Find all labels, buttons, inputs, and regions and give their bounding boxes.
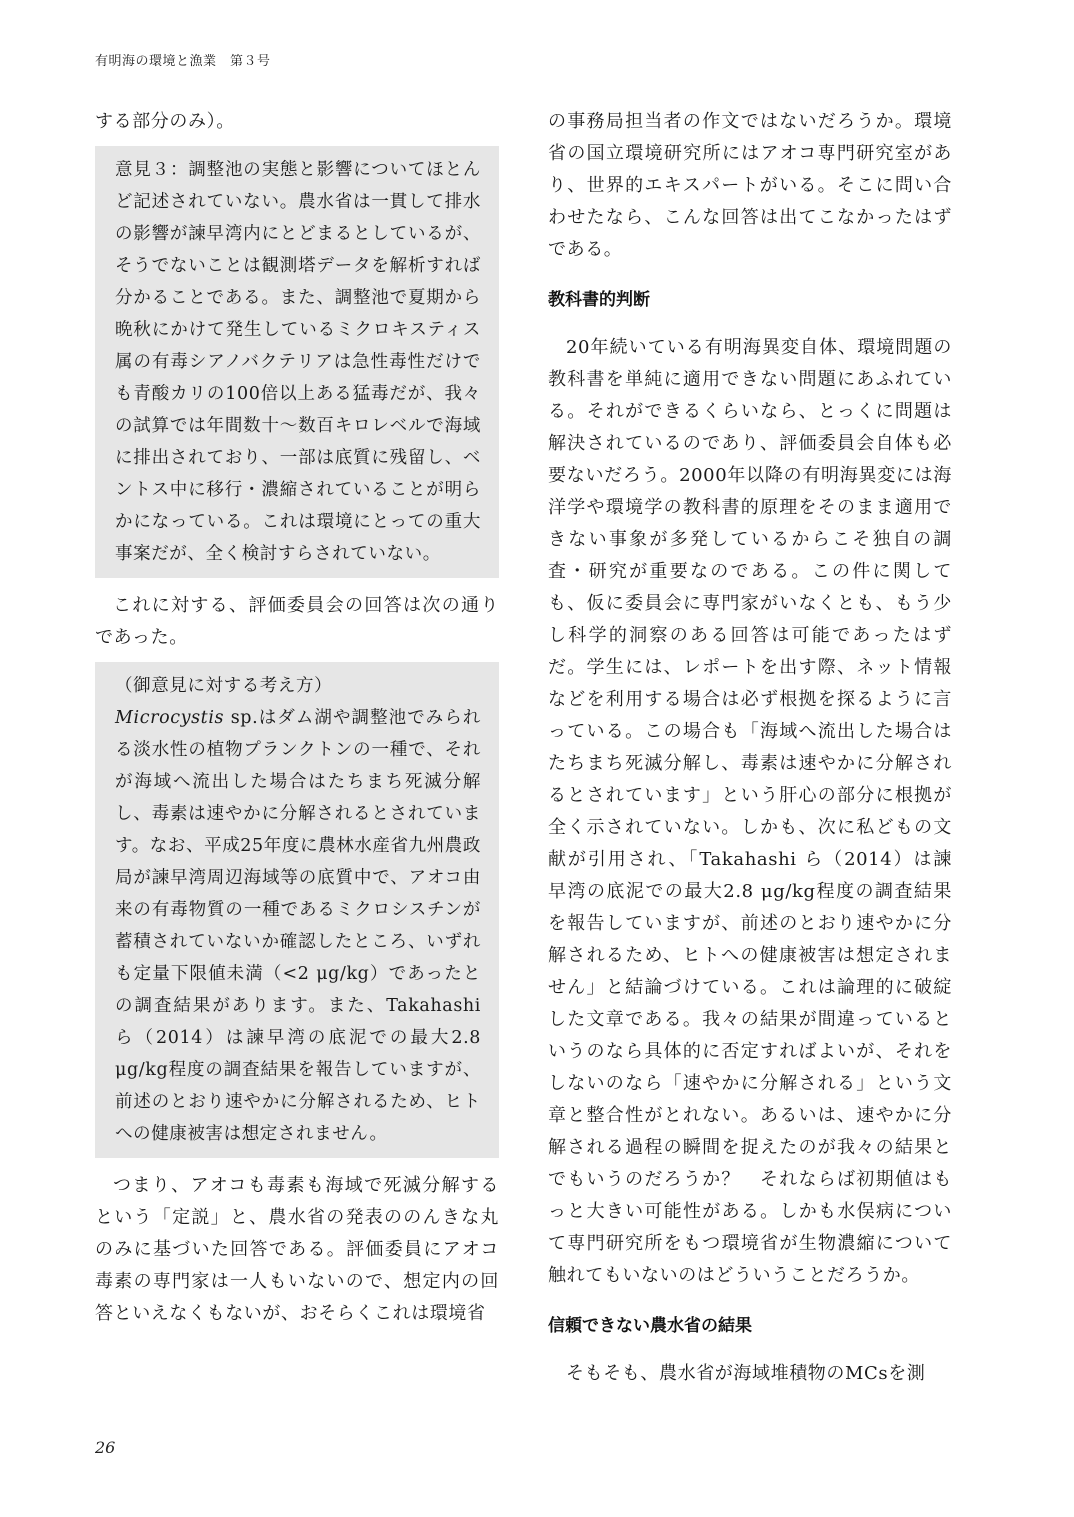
left-column: [95, 106, 499, 1330]
paragraph-continuation-right: の事務局担当者の作文ではないだろうか。環境省の国立環境研究所にはアオコ専門研究室があり、世界的エキスパートがいる。そこに問い合わせたなら、こんな回答は出てこなかったはずである。: [548, 111, 952, 260]
section-heading-unreliable-results: 信頼できない農水省の結果: [548, 1316, 752, 1336]
quoted-response-box: [95, 662, 499, 1158]
page-number: 26: [95, 1438, 116, 1457]
response-body-text: sp.はダム湖や調整池でみられる淡水性の植物プランクトンの一種で、それが海域へ流出した場合はたちまち死滅分解し、毒素は速やかに分解されるとされています。なお、平成25年度に農林水産省九州農政局が諫早湾周辺海域等の底質中で、アオコ由来の有毒物質の一種であるミクロシスチンが蓄積されていないか確認したところ、いずれも定量下限値未満（<2 μg/kg）であったとの調査結果があります。また、Takahashi ら（2014）は諫早湾の底泥での最大2.8 μg/kg程度の調査結果を報告していますが、前述のとおり速やかに分解されるため、ヒトへの健康被害は想定されません。: [115, 708, 481, 1144]
response-title: （御意見に対する考え方）: [115, 676, 333, 696]
paragraph-textbook: 20年続いている有明海異変自体、環境問題の教科書を単純に適用できない問題にあふれている。それができるくらいなら、とっくに問題は解決されているのであり、評価委員会自体も必要ないだろう。2000年以降の有明海異変には海洋学や環境学の教科書的原理をそのまま適用できない事象が多発しているからこそ独自の調査・研究が重要なのである。この件に関しても、仮に委員会に専門家がいなくとも、もう少し科学的洞察のある回答は可能であったはずだ。学生には、レポートを出す際、ネット情報などを利用する場合は必ず根拠を探るように言っている。この場合も「海域へ流出した場合はたちまち死滅分解し、毒素は速やかに分解されるとされています」という肝心の部分に根拠が全く示されていない。しかも、次に私どもの文献が引用され、「Takahashi ら（2014）は諫早湾の底泥での最大2.8 μg/kg程度の調査結果を報告していますが、前述のとおり速やかに分解されるため、ヒトへの健康被害は想定されません」と結論づけている。これは論理的に破綻した文章である。我々の結果が間違っているというのなら具体的に否定すればよいが、それをしないのなら「速やかに分解される」という文章と整合性がとれない。あるいは、速やかに分解される過程の瞬間を捉えたのが我々の結果とでもいうのだろうか？ それならば初期値はもっと大きい可能性がある。しかも水俣病について専門研究所をもつ環境省が生物濃縮について触れてもいないのはどういうことだろうか。: [548, 337, 952, 1286]
opinion-3-text: 意見３：調整池の実態と影響についてほとんど記述されていない。農水省は一貫して排水の影響が諫早湾内にとどまるとしているが、そうでないことは観測塔データを解析すれば分かることである。また、調整池で夏期から晩秋にかけて発生しているミクロキスティス属の有毒シアノバクテリアは急性毒性だけでも青酸カリの100倍以上ある猛毒だが、我々の試算では年間数十～数百キロレベルで海域に排出されており、一部は底質に残留し、ベントス中に移行・濃縮されていることが明らかになっている。これは環境にとっての重大事案だが、全く検討すらされていない。: [115, 160, 481, 564]
response-species-name: Microcystis: [115, 708, 225, 728]
right-column: [548, 106, 952, 1390]
running-header: 有明海の環境と漁業 第３号: [95, 54, 271, 69]
paragraph-unreliable-results: そもそも、農水省が海域堆積物のMCsを測: [566, 1363, 926, 1384]
response-body: [115, 702, 481, 1150]
paragraph-committee-response-intro: これに対する、評価委員会の回答は次の通りであった。: [95, 595, 499, 648]
paragraph-continuation: する部分のみ）。: [95, 111, 235, 132]
section-heading-textbook: 教科書的判断: [548, 290, 650, 310]
paragraph-conclusion: つまり、アオコも毒素も海域で死滅分解するという「定説」と、農水省の発表ののんきな丸のみに基づいた回答である。評価委員にアオコ毒素の専門家は一人もいないので、想定内の回答といえなくもないが、おそらくこれは環境省: [95, 1175, 499, 1324]
quoted-opinion-box: [95, 146, 499, 578]
